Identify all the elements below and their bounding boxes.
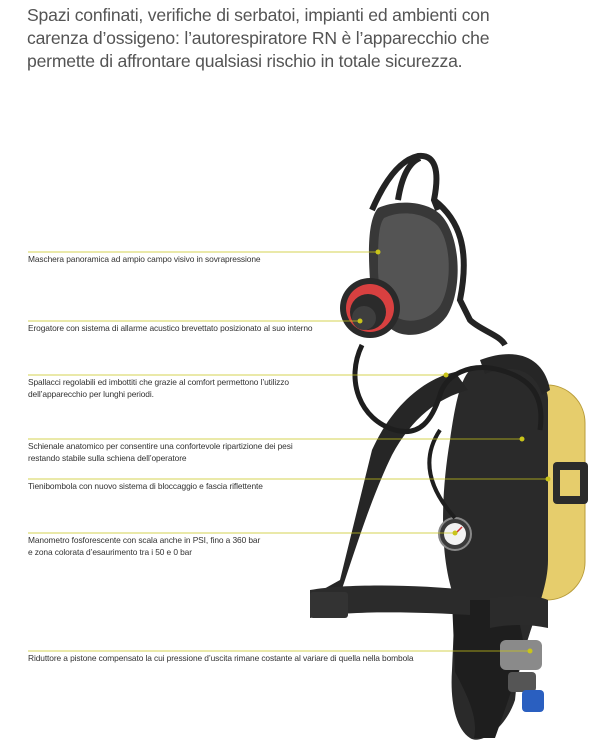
callout-cylinder-holder [28, 481, 263, 493]
headline-line: Spazi confinati, verifiche di serbatoi, impianti ed ambienti con [27, 5, 490, 25]
pressure-reducer [500, 640, 542, 670]
callout-text: Schienale anatomico per consentire una confortevole ripartizione dei pesi [28, 441, 293, 451]
callout-text: Riduttore a pistone compensato la cui pressione d’uscita rimane costante al variare di quella nella bombola [28, 653, 414, 663]
callout-mask [28, 254, 260, 266]
callout-text: restando stabile sulla schiena dell’operatore [28, 452, 187, 463]
belt-buckle [310, 592, 348, 618]
callout-gauge [28, 535, 260, 558]
headline-line: carenza d’ossigeno: l’autorespiratore RN è l’apparecchio che [27, 28, 490, 48]
headline-line: permette di affrontare qualsiasi rischio in totale sicurezza. [27, 51, 463, 71]
callout-demand-valve [28, 323, 312, 335]
callout-text: Erogatore con sistema di allarme acustico brevettato posizionato al suo interno [28, 323, 313, 333]
callout-text: Manometro fosforescente con scala anche in PSI, fino a 360 bar [28, 535, 261, 545]
cylinder-valve [522, 690, 544, 712]
callout-backplate [28, 441, 293, 464]
callout-text: e zona colorata d’esaurimento tra i 50 e 0 bar [28, 546, 192, 557]
callout-text: Tienibombola con nuovo sistema di bloccaggio e fascia riflettente [28, 481, 263, 491]
callout-text: Maschera panoramica ad ampio campo visivo in sovrapressione [28, 254, 261, 264]
callout-pressure-reducer [28, 653, 413, 665]
callout-text: Spallacci regolabili ed imbottiti che grazie al comfort permettono l’utilizzo [28, 377, 289, 387]
callout-text: dell’apparecchio per lunghi periodi. [28, 388, 154, 399]
callout-shoulder-straps [28, 377, 289, 400]
